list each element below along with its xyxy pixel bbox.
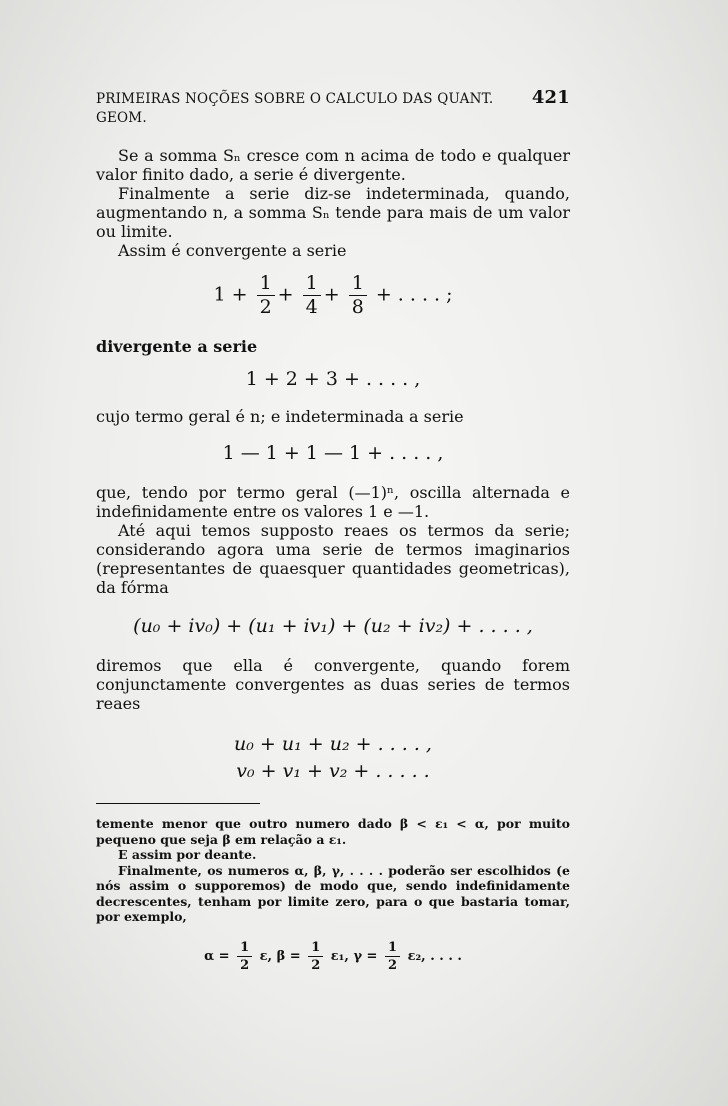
paragraph-imaginary-terms: Até aqui temos supposto reaes os termos da serie; considerando agora uma serie de termos imaginarios (representantes de quaesquer quantidades geometricas), da fórma <box>96 521 570 597</box>
paragraph-convergent-intro: Assim é convergente a serie <box>118 241 347 260</box>
fraction-half: $\frac{1}{2}$ <box>257 274 275 317</box>
formula-natural-series: 1 + 2 + 3 + . . . . , <box>245 368 421 390</box>
paragraph-indeterminate-series: cujo termo geral é n; e indeterminada a serie <box>96 407 464 426</box>
fraction-beta: $\frac{1}{2}$ <box>308 941 323 972</box>
formula-real-series-u: u₀ + u₁ + u₂ + . . . . , <box>234 733 432 755</box>
footnote-limit-zero: Finalmente, os numeros α, β, γ, . . . . poderão ser escolhidos (e nós assim o supporemos) de modo que, sendo indefinidamente decrescentes, tenham por limite zero, para o que bastaria tomar, por exemplo, <box>96 862 570 924</box>
fraction-alpha: $\frac{1}{2}$ <box>237 941 252 972</box>
paragraph-indeterminate: Finalmente a serie diz-se indeterminada, quando, augmentando n, a somma Sₙ tende para mais de um valor ou limite. <box>96 184 570 241</box>
footnote-and-so-on: E assim por deante. <box>118 847 257 862</box>
formula-lead: 1 + <box>213 283 248 306</box>
formula-complex-series: (u₀ + iv₀) + (u₁ + iv₁) + (u₂ + iv₂) + . . . . , <box>133 615 533 637</box>
footnote-formula: α = $\frac{1}{2}$ ε, β = $\frac{1}{2}$ ε₁, γ = $\frac{1}{2}$ ε₂, . . . . <box>204 939 462 973</box>
formula-geometric-series: 1 + $\frac{1}{2}$ + $\frac{1}{4}$ + $\frac{1}{8}$ + . . . . ; <box>213 272 453 318</box>
fraction-quarter: $\frac{1}{4}$ <box>303 274 321 317</box>
formula-tail: + . . . . ; <box>375 283 453 306</box>
paragraph-oscillation: que, tendo por termo geral (—1)ⁿ, oscilla alternada e indefinidamente entre os valores 1 e —1. <box>96 483 570 521</box>
paragraph-convergent-definition: diremos que ella é convergente, quando forem conjunctamente convergentes as duas series de termos reaes <box>96 656 570 713</box>
formula-real-series-v: v₀ + v₁ + v₂ + . . . . . <box>236 760 430 782</box>
fraction-eighth: $\frac{1}{8}$ <box>349 274 367 317</box>
fraction-gamma: $\frac{1}{2}$ <box>385 941 400 972</box>
paragraph-divergent-series: divergente a serie <box>96 337 258 356</box>
running-header <box>96 88 570 128</box>
paragraph-divergent: Se a somma Sₙ cresce com n acima de todo e qualquer valor finito dado, a serie é divergente. <box>96 146 570 184</box>
running-title: PRIMEIRAS NOÇÕES SOBRE O CALCULO DAS QUANT. GEOM. <box>96 91 494 126</box>
formula-alternating-series: 1 — 1 + 1 — 1 + . . . . , <box>222 442 444 464</box>
page-content <box>96 88 570 972</box>
footnote-continuation: temente menor que outro numero dado β < ε₁ < α, por muito pequeno que seja β em relação a ε₁. <box>96 816 570 847</box>
footnote-separator <box>96 803 260 804</box>
page-number: 421 <box>531 87 570 108</box>
footnote <box>96 816 570 972</box>
